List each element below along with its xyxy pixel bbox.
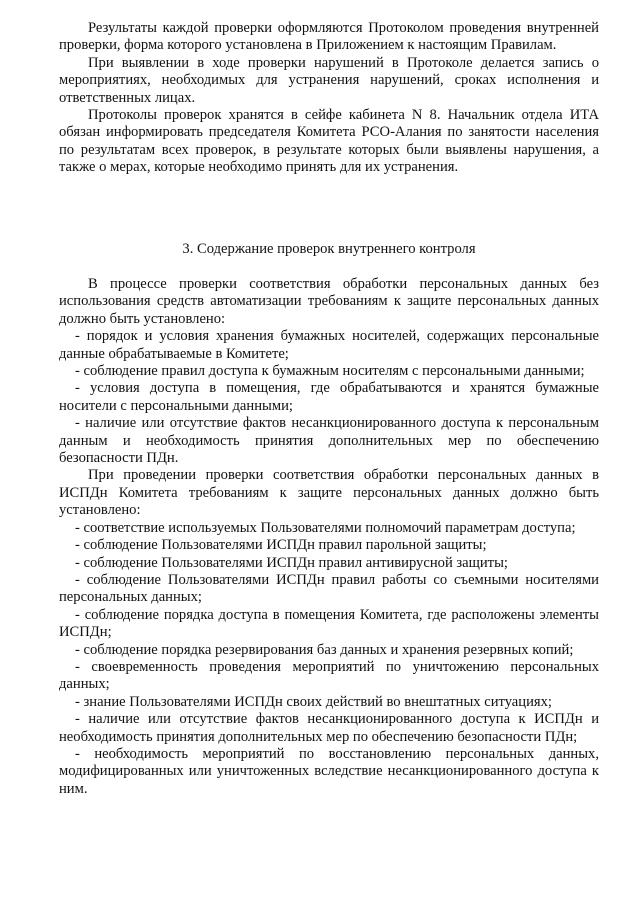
section-heading: 3. Содержание проверок внутреннего контроля: [182, 241, 476, 257]
list-item: - соблюдение порядка резервирования баз данных и хранения резервных копий;: [75, 641, 574, 658]
list-item: - соблюдение Пользователями ИСПДн правил парольной защиты;: [75, 537, 487, 554]
list-item: - необходимость мероприятий по восстановлению персональных данных, модифицированных или уничтоженных вследствие несанкционированного доступа к ним.: [59, 745, 599, 797]
list-item: - соблюдение порядка доступа в помещения Комитета, где расположены элементы ИСПДн;: [59, 606, 599, 641]
list-item: - порядок и условия хранения бумажных носителей, содержащих персональные данные обрабатываемые в Комитете;: [59, 328, 599, 362]
list-item: - знание Пользователями ИСПДн своих действий во внештатных ситуациях;: [75, 693, 552, 710]
intro-block: [59, 20, 599, 177]
list-item: - соответствие используемых Пользователями полномочий параметрам доступа;: [75, 519, 576, 536]
paragraph-ispdn-processing: При проведении проверки соответствия обработки персональных данных в ИСПДн Комитета требованиям к защите персональных данных должно быть установлено:: [59, 467, 599, 519]
list-item: - соблюдение правил доступа к бумажным носителям с персональными данными;: [75, 363, 585, 380]
list-item: - своевременность проведения мероприятий по уничтожению персональных данных;: [59, 658, 599, 693]
list-item: - соблюдение Пользователями ИСПДн правил антивирусной защиты;: [75, 554, 508, 571]
paragraph-protocol-form: Результаты каждой проверки оформляются Протоколом проведения внутренней проверки, форма которого установлена в Приложением к настоящим Правилам.: [59, 20, 599, 54]
paragraph-manual-processing: В процессе проверки соответствия обработки персональных данных без использования средств автоматизации требованиям к защите персональных данных должно быть установлено:: [59, 276, 599, 327]
paragraph-protocol-storage: Протоколы проверок хранятся в сейфе кабинета N 8. Начальник отдела ИТА обязан информировать председателя Комитета РСО-Алания по занятости населения по результатам всех проверок, в результате которых были выявлены нарушения, а также о мерах, которые необходимо принять для их устранения.: [59, 107, 599, 176]
paragraph-violations-record: При выявлении в ходе проверки нарушений в Протоколе делается запись о мероприятиях, необходимых для устранения нарушений, сроках исполнения и ответственных лицах.: [59, 54, 599, 106]
section-body: [59, 276, 599, 798]
section-heading-block: [59, 241, 599, 258]
list-item: - наличие или отсутствие фактов несанкционированного доступа к ИСПДн и необходимость принятия дополнительных мер по обеспечению безопасности ПДн;: [59, 711, 599, 745]
list-item: - соблюдение Пользователями ИСПДн правил работы со съемными носителями персональных данных;: [59, 571, 599, 606]
list-item: - условия доступа в помещения, где обрабатываются и хранятся бумажные носители с персональными данными;: [59, 380, 599, 414]
list-item: - наличие или отсутствие фактов несанкционированного доступа к персональным данным и необходимость принятия дополнительных мер по обеспечению безопасности ПДн.: [59, 415, 599, 467]
